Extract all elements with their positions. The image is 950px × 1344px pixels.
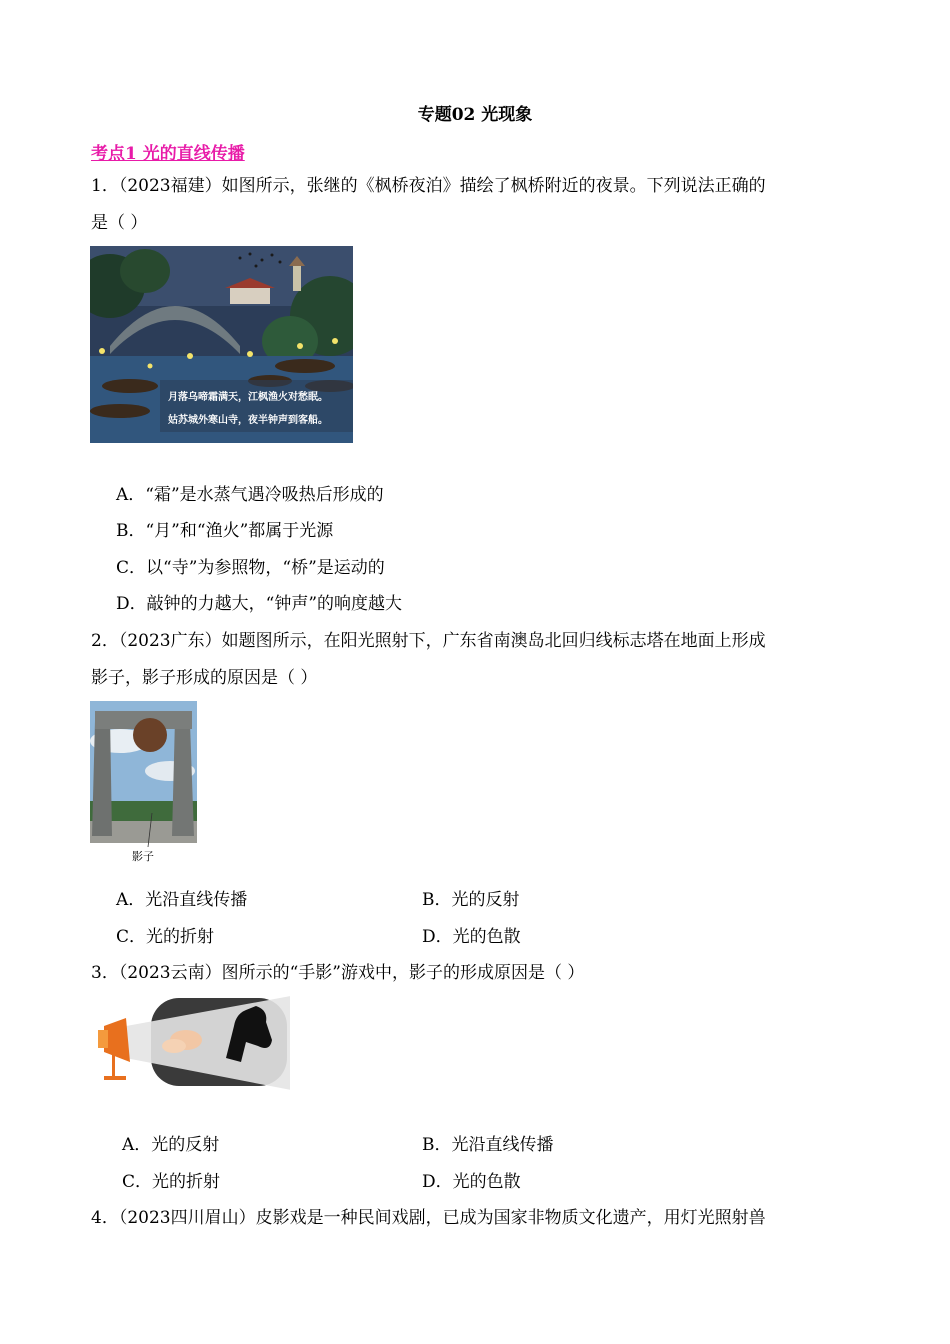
q1-stem-line2: 是（ ） — [91, 213, 148, 233]
q3-option-b: B．光沿直线传播 — [422, 1135, 554, 1155]
poem-line2: 姑苏城外寒山寺，夜半钟声到客船。 — [168, 415, 328, 426]
q2-option-b: B．光的反射 — [422, 890, 520, 910]
page-title: 专题02 光现象 — [417, 105, 533, 125]
section-heading: 考点1 光的直线传播 — [91, 144, 245, 164]
shadow-caption: 影子 — [132, 850, 154, 863]
hand-shadow-image — [96, 996, 290, 1090]
q1-option-d: D．敲钟的力越大，“钟声”的响度越大 — [116, 594, 403, 614]
q2-option-d: D．光的色散 — [422, 927, 521, 947]
q1-option-a: A．“霜”是水蒸气遇冷吸热后形成的 — [116, 485, 384, 505]
q3-stem: 3．（2023云南）图所示的“手影”游戏中，影子的形成原因是（ ） — [91, 963, 585, 983]
q1-stem-line1: 1．（2023福建）如图所示，张继的《枫桥夜泊》描绘了枫桥附近的夜景。下列说法正确的 — [91, 176, 766, 196]
tropic-tower-photo — [90, 701, 197, 865]
q2-stem-line2: 影子，影子形成的原因是（ ） — [91, 668, 318, 688]
q2-option-c: C．光的折射 — [116, 927, 215, 947]
q3-option-d: D．光的色散 — [422, 1172, 521, 1192]
q1-option-b: B．“月”和“渔火”都属于光源 — [116, 521, 334, 541]
hand-shadow-illustration — [96, 996, 290, 1090]
poem-line1: 月落乌啼霜满天，江枫渔火对愁眠。 — [168, 392, 328, 403]
q1-option-c: C．以“寺”为参照物，“桥”是运动的 — [116, 558, 385, 578]
q3-option-c: C．光的折射 — [122, 1172, 221, 1192]
q3-option-a: A．光的反射 — [122, 1135, 220, 1155]
q2-stem-line1: 2．（2023广东）如题图所示，在阳光照射下，广东省南澳岛北回归线标志塔在地面上形成 — [91, 631, 766, 651]
maple-bridge-night-image — [90, 246, 353, 443]
tropic-tower-illustration — [90, 701, 197, 865]
q2-option-a: A．光沿直线传播 — [116, 890, 248, 910]
maple-bridge-illustration — [90, 246, 353, 443]
q4-stem-line1: 4．（2023四川眉山）皮影戏是一种民间戏剧，已成为国家非物质文化遗产，用灯光照射兽 — [91, 1208, 766, 1228]
